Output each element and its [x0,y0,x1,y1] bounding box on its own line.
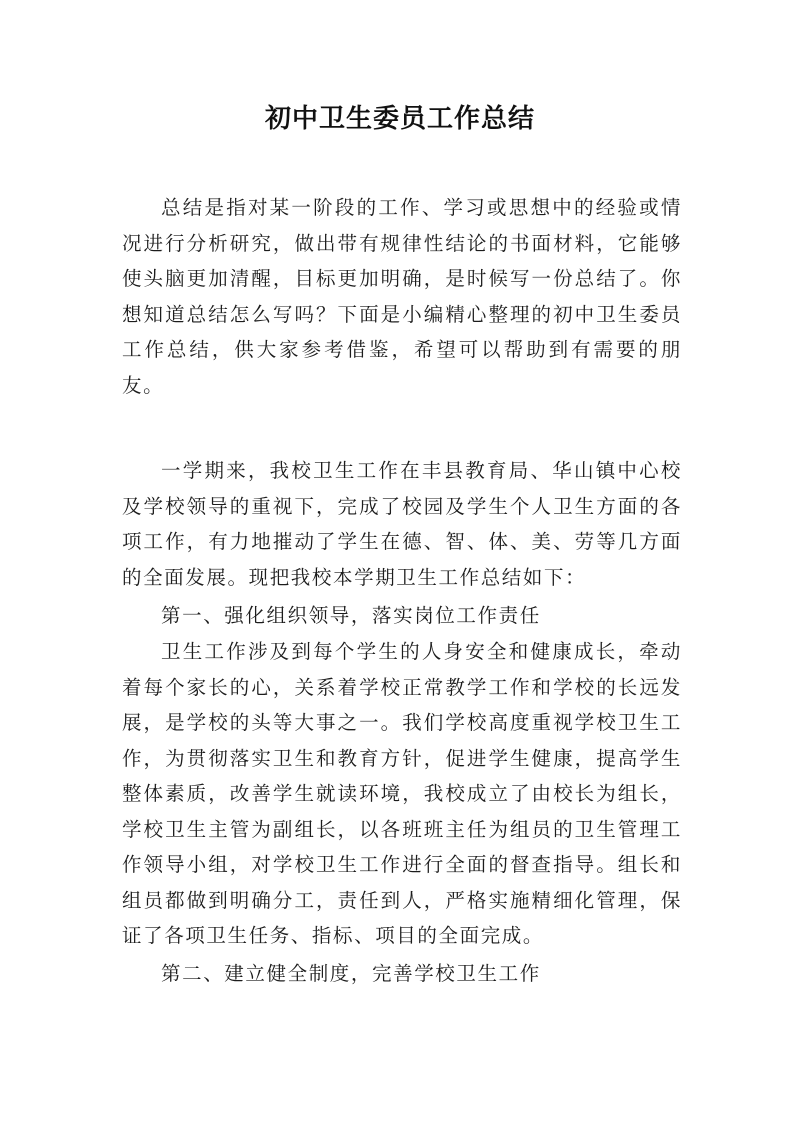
intro-paragraph: 总结是指对某一阶段的工作、学习或思想中的经验或情况进行分析研究，做出带有规律性结论的书面材料，它能够使头脑更加清醒，目标更加明确，是时候写一份总结了。你想知道总结怎么写吗？下面是小编精心整理的初中卫生委员工作总结，供大家参考借鉴，希望可以帮助到有需要的朋友。 [122,196,682,397]
section-heading-1: 第一、强化组织领导，落实岗位工作责任 [161,604,541,627]
document-title: 初中卫生委员工作总结 [264,104,535,134]
section-body-1: 卫生工作涉及到每个学生的人身安全和健康成长，牵动着每个家长的心，关系着学校正常教学工作和学校的长远发展，是学校的头等大事之一。我们学校高度重视学校卫生工作，为贯彻落实卫生和教育方针，促进学生健康，提高学生整体素质，改善学生就读环境，我校成立了由校长为组长，学校卫生主管为副组长，以各班班主任为组员的卫生管理工作领导小组，对学校卫生工作进行全面的督查指导。组长和组员都做到明确分工，责任到人，严格实施精细化管理，保证了各项卫生任务、指标、项目的全面完成。 [122,640,682,947]
opening-paragraph: 一学期来，我校卫生工作在丰县教育局、华山镇中心校及学校领导的重视下，完成了校园及学生个人卫生方面的各项工作，有力地摧动了学生在德、智、体、美、劳等几方面的全面发展。现把我校本学期卫生工作总结如下： [122,459,682,589]
section-heading-2: 第二、建立健全制度，完善学校卫生工作 [161,962,541,985]
